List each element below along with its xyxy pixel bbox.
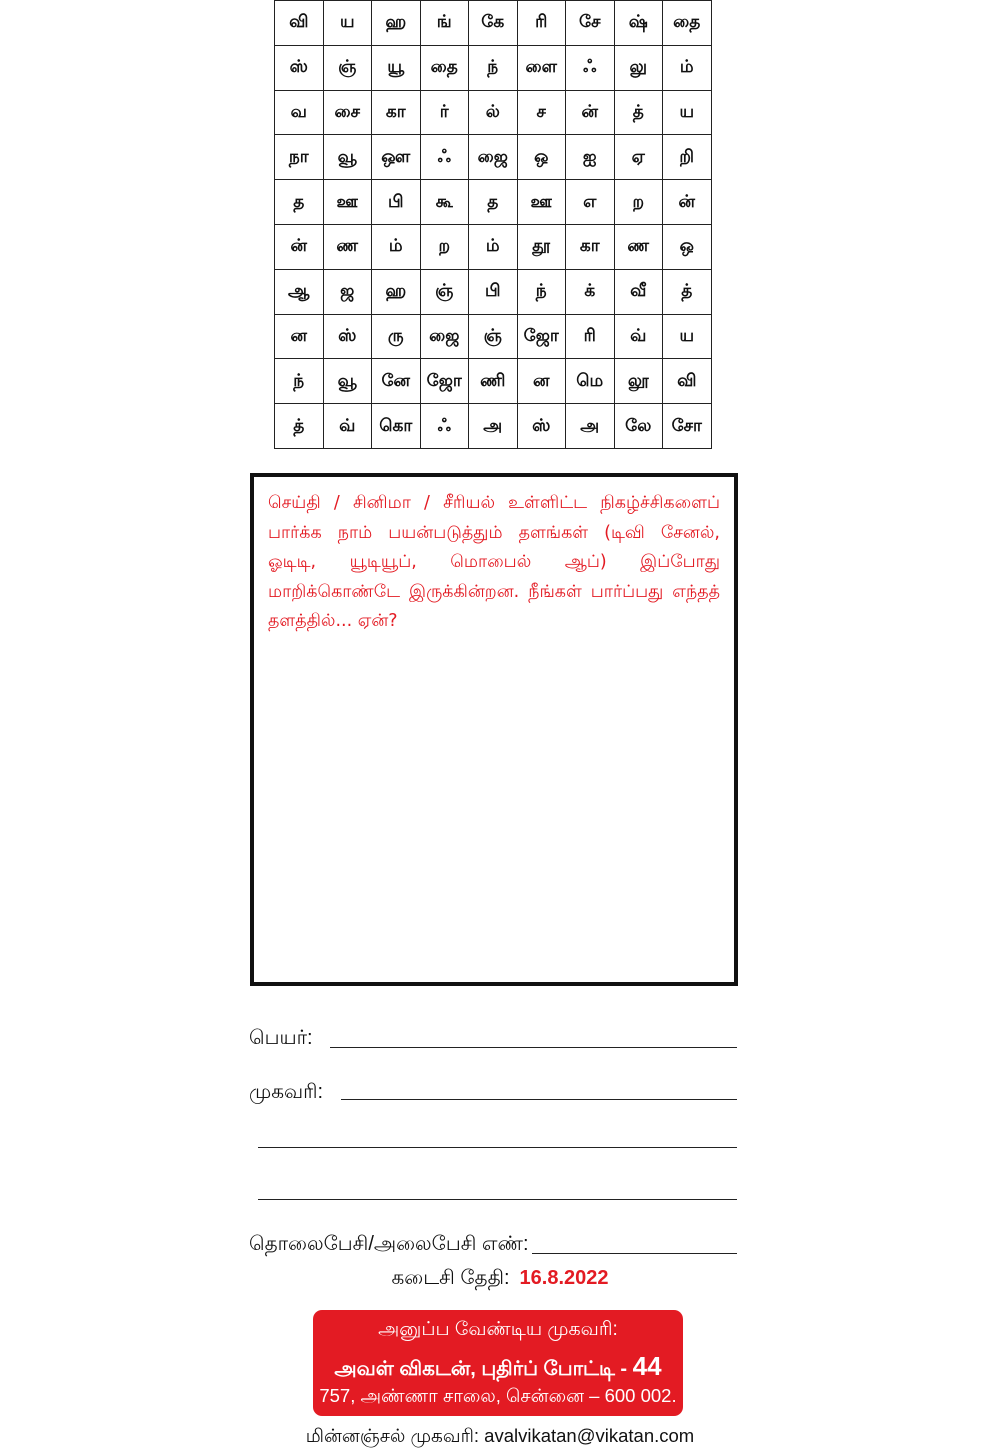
grid-row — [275, 180, 712, 225]
grid-cell[interactable]: லூ — [614, 359, 663, 404]
grid-cell[interactable]: ளை — [517, 45, 566, 90]
grid-cell[interactable]: தை — [420, 45, 469, 90]
grid-cell[interactable]: ந் — [517, 269, 566, 314]
grid-cell[interactable]: ஷ் — [614, 1, 663, 46]
grid-cell[interactable]: ன் — [566, 90, 615, 135]
deadline-label: கடைசி தேதி: — [391, 1267, 510, 1289]
address-label: முகவரி: — [249, 1081, 324, 1103]
grid-cell[interactable]: வ — [275, 90, 324, 135]
grid-cell[interactable]: ஃ — [420, 135, 469, 180]
grid-cell[interactable]: ஐ — [566, 135, 615, 180]
grid-cell[interactable]: னே — [372, 359, 421, 404]
grid-cell[interactable]: யூ — [372, 45, 421, 90]
grid-row — [275, 359, 712, 404]
grid-cell[interactable]: வ் — [614, 314, 663, 359]
phone-label: தொலைபேசி/அலைபேசி எண்: — [249, 1233, 529, 1255]
contest-number: 44 — [632, 1351, 662, 1381]
grid-row — [275, 404, 712, 449]
grid-cell[interactable]: அ — [566, 404, 615, 449]
grid-cell[interactable]: சே — [566, 1, 615, 46]
grid-cell[interactable]: ஸ் — [517, 404, 566, 449]
grid-cell[interactable]: ரி — [517, 1, 566, 46]
grid-cell[interactable]: வூ — [323, 359, 372, 404]
phone-field-line[interactable] — [532, 1253, 737, 1254]
email-line — [0, 1425, 1000, 1449]
grid-row — [275, 135, 712, 180]
grid-cell[interactable]: ந் — [469, 45, 518, 90]
grid-cell[interactable]: த் — [663, 269, 712, 314]
address-field-line-1[interactable] — [341, 1099, 737, 1100]
deadline — [0, 1267, 1000, 1292]
grid-cell[interactable]: ரு — [372, 314, 421, 359]
grid-cell[interactable]: ன் — [275, 224, 324, 269]
grid-cell[interactable]: கூ — [420, 180, 469, 225]
grid-cell[interactable]: ய — [663, 90, 712, 135]
grid-cell[interactable]: றி — [663, 135, 712, 180]
grid-cell[interactable]: தூ — [517, 224, 566, 269]
grid-cell[interactable]: ல் — [469, 90, 518, 135]
grid-row — [275, 269, 712, 314]
grid-cell[interactable]: சோ — [663, 404, 712, 449]
grid-cell[interactable]: ணி — [469, 359, 518, 404]
grid-row — [275, 314, 712, 359]
grid-cell[interactable]: ற — [420, 224, 469, 269]
grid-cell[interactable]: மெ — [566, 359, 615, 404]
word-puzzle-grid — [274, 0, 712, 449]
grid-cell[interactable]: த — [469, 180, 518, 225]
grid-cell[interactable]: வி — [663, 359, 712, 404]
grid-cell[interactable]: ஜோ — [420, 359, 469, 404]
grid-cell[interactable]: ஞ் — [323, 45, 372, 90]
grid-cell[interactable]: ற — [614, 180, 663, 225]
name-label: பெயர்: — [249, 1027, 313, 1049]
email-address[interactable]: avalvikatan@vikatan.com — [484, 1425, 695, 1446]
grid-cell[interactable]: கொ — [372, 404, 421, 449]
send-address-street: 757, அண்ணா சாலை, சென்னை – 600 002. — [319, 1385, 677, 1406]
grid-cell[interactable]: ஹ — [372, 269, 421, 314]
grid-cell[interactable]: லே — [614, 404, 663, 449]
grid-cell[interactable]: ஊ — [323, 180, 372, 225]
grid-row — [275, 45, 712, 90]
grid-cell[interactable]: அ — [469, 404, 518, 449]
grid-cell[interactable]: வ் — [323, 404, 372, 449]
grid-cell[interactable]: லு — [614, 45, 663, 90]
grid-cell[interactable]: பி — [469, 269, 518, 314]
grid-cell[interactable]: ஞ் — [420, 269, 469, 314]
grid-cell[interactable]: ண — [323, 224, 372, 269]
question-text: செய்தி / சினிமா / சீரியல் உள்ளிட்ட நிகழ்ச்சிகளைப் பார்க்க நாம் பயன்படுத்தும் தளங்கள் (டிவி சேனல், ஓடிடி, யூடியூப், மொபைல் ஆப்) இப்போது மாறிக்கொண்டே இருக்கின்றன. நீங்கள் பார்ப்பது எந்தத் தளத்தில்... ஏன்? — [268, 493, 720, 631]
grid-cell[interactable]: ச — [517, 90, 566, 135]
grid-cell[interactable]: ஏ — [614, 135, 663, 180]
grid-cell[interactable]: ம் — [663, 45, 712, 90]
grid-cell[interactable]: சை — [323, 90, 372, 135]
grid-cell[interactable]: ஒ — [517, 135, 566, 180]
address-field-line-2[interactable] — [258, 1147, 737, 1148]
grid-cell[interactable]: ஊ — [517, 180, 566, 225]
grid-cell[interactable]: ம் — [372, 224, 421, 269]
grid-row — [275, 90, 712, 135]
grid-row — [275, 224, 712, 269]
grid-cell[interactable]: ன் — [663, 180, 712, 225]
grid-cell[interactable]: ஜோ — [517, 314, 566, 359]
grid-cell[interactable]: ன — [275, 314, 324, 359]
grid-cell[interactable]: ர் — [420, 90, 469, 135]
grid-cell[interactable]: த — [275, 180, 324, 225]
grid-cell[interactable]: ரி — [566, 314, 615, 359]
address-field-line-3[interactable] — [258, 1199, 737, 1200]
grid-cell[interactable]: கா — [566, 224, 615, 269]
name-field-line[interactable] — [330, 1047, 737, 1048]
grid-cell[interactable]: த் — [614, 90, 663, 135]
grid-cell[interactable]: ஃ — [566, 45, 615, 90]
send-address-name: அவள் விகடன், புதிர்ப் போட்டி - — [334, 1358, 633, 1380]
grid-cell[interactable]: ம் — [469, 224, 518, 269]
grid-cell[interactable]: ய — [323, 1, 372, 46]
grid-cell[interactable]: ஆ — [275, 269, 324, 314]
grid-row — [275, 1, 712, 46]
grid-cell[interactable]: ஔ — [372, 135, 421, 180]
send-address-heading: அனுப்ப வேண்டிய முகவரி: — [378, 1319, 618, 1340]
grid-cell[interactable]: ங் — [420, 1, 469, 46]
grid-cell[interactable]: தை — [663, 1, 712, 46]
grid-cell[interactable]: ஃ — [420, 404, 469, 449]
grid-cell[interactable]: வி — [275, 1, 324, 46]
deadline-date: 16.8.2022 — [519, 1267, 609, 1289]
grid-cell[interactable]: த் — [275, 404, 324, 449]
grid-cell[interactable]: ஜை — [469, 135, 518, 180]
grid-cell[interactable]: வூ — [323, 135, 372, 180]
send-address-line-2 — [313, 1351, 683, 1383]
grid-cell[interactable]: பி — [372, 180, 421, 225]
grid-cell[interactable]: ஜை — [420, 314, 469, 359]
grid-cell[interactable]: கே — [469, 1, 518, 46]
grid-cell[interactable]: ஹ — [372, 1, 421, 46]
grid-cell[interactable]: ஜ — [323, 269, 372, 314]
grid-cell[interactable]: ன — [517, 359, 566, 404]
grid-cell[interactable]: ந் — [275, 359, 324, 404]
send-address-box — [313, 1310, 683, 1416]
grid-cell[interactable]: ஒ — [663, 224, 712, 269]
grid-cell[interactable]: க் — [566, 269, 615, 314]
grid-cell[interactable]: ய — [663, 314, 712, 359]
grid-cell[interactable]: கா — [372, 90, 421, 135]
email-label: மின்னஞ்சல் முகவரி: — [305, 1425, 480, 1446]
grid-cell[interactable]: எ — [566, 180, 615, 225]
grid-cell[interactable]: ஸ் — [323, 314, 372, 359]
grid-cell[interactable]: நா — [275, 135, 324, 180]
grid-cell[interactable]: ஸ் — [275, 45, 324, 90]
grid-cell[interactable]: வீ — [614, 269, 663, 314]
grid-cell[interactable]: ண — [614, 224, 663, 269]
grid-cell[interactable]: ஞ் — [469, 314, 518, 359]
